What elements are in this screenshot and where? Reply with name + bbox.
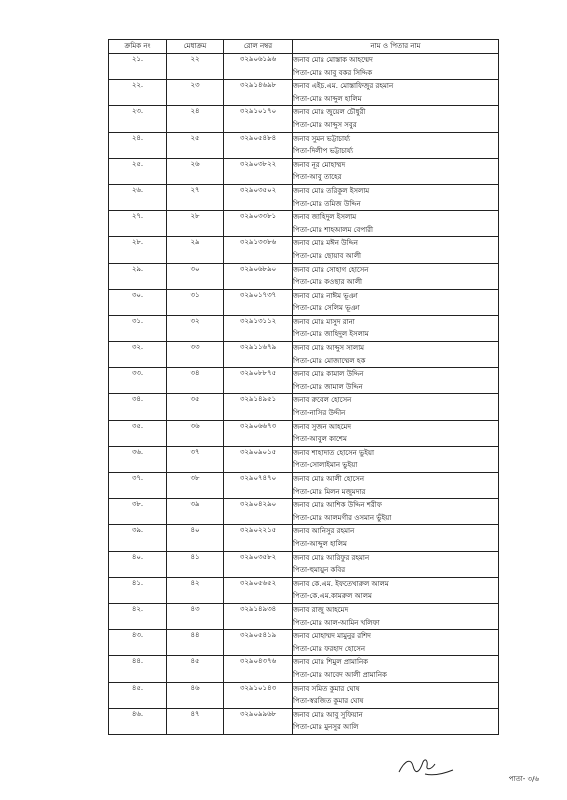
merit-cell: ৩৭ <box>167 446 224 472</box>
roll-cell: ৩২৯০৫৬৫২ <box>224 577 293 603</box>
table-row <box>109 656 499 682</box>
father-name: পিতা-আব্দুল হালিম <box>293 539 347 548</box>
table-row <box>109 603 499 629</box>
name-cell <box>293 630 499 656</box>
table-row <box>109 446 499 472</box>
roll-cell: ৩২৯১০১৭০ <box>224 106 293 132</box>
candidate-name: জনাব মোঃ তরিকুল ইসলাম <box>293 186 370 195</box>
table-row <box>109 132 499 158</box>
results-table <box>108 39 499 735</box>
name-cell <box>293 106 499 132</box>
serial-cell: ৩৬. <box>109 446 167 472</box>
name-cell <box>293 499 499 525</box>
roll-cell: ৩২৯০৩৫৮২ <box>224 551 293 577</box>
name-cell <box>293 551 499 577</box>
table-row <box>109 394 499 420</box>
serial-cell: ৪৪. <box>109 656 167 682</box>
header-merit: মেধাক্রম <box>167 40 224 54</box>
table-header-row <box>109 40 499 54</box>
merit-cell: ৩৬ <box>167 420 224 446</box>
candidate-name: জনাব সুজন আহমেদ <box>293 422 352 431</box>
table-row <box>109 499 499 525</box>
candidate-name: জনাব মোঃ জুয়েল চৌধুরী <box>293 108 366 117</box>
candidate-name: জনাব মোঃ মোস্তাক আহম্মেদ <box>293 56 373 64</box>
roll-cell: ৩২৯১৩১১২ <box>224 315 293 341</box>
candidate-name: জনাব সমিত কুমার ঘোষ <box>293 684 360 693</box>
merit-cell: ৩৮ <box>167 473 224 499</box>
candidate-name: জনাব মোঃ আবু সুফিয়ান <box>293 710 363 719</box>
candidate-name: জনাব আনিসুর রহমান <box>293 527 355 536</box>
name-cell <box>293 289 499 315</box>
serial-cell: ৩৫. <box>109 420 167 446</box>
roll-cell: ৩২৯০৪২৯০ <box>224 499 293 525</box>
roll-cell: ৩২৯১৩৩৮৬ <box>224 237 293 263</box>
name-cell <box>293 80 499 106</box>
table-row <box>109 630 499 656</box>
candidate-name: জনাব নূর মোহাম্মদ <box>293 160 346 169</box>
candidate-name: জনাব রাজু আহমেদ <box>293 605 349 614</box>
candidate-name: জনাব রুবেল হোসেন <box>293 396 352 405</box>
table-row <box>109 682 499 708</box>
father-name: পিতা-মোঃ তমিজ উদ্দিন <box>293 199 361 208</box>
merit-cell: ২৫ <box>167 132 224 158</box>
serial-cell: ৩১. <box>109 315 167 341</box>
candidate-name: জনাব মোঃ সোহাগ হোসেন <box>293 265 369 274</box>
father-name: পিতা-মোঃ আল-আমিন খলিফা <box>293 618 380 627</box>
father-name: পিতা-মোঃ ছোয়াব আলী <box>293 251 362 260</box>
roll-cell: ৩২৯০৮৮৭৫ <box>224 368 293 394</box>
table-row <box>109 551 499 577</box>
page-number: পাতা- ৩/৬ <box>508 775 539 783</box>
merit-cell: ২৪ <box>167 106 224 132</box>
roll-cell: ৩২৯১০১৪৩ <box>224 682 293 708</box>
merit-cell: ২২ <box>167 54 224 80</box>
table-row <box>109 80 499 106</box>
father-name: পিতা-মোঃ জামাল উদ্দিন <box>293 382 363 391</box>
merit-cell: ৪০ <box>167 525 224 551</box>
merit-cell: ৪১ <box>167 551 224 577</box>
father-name: পিতা-মোঃ মোজাম্মেল হক <box>293 356 366 365</box>
name-cell <box>293 603 499 629</box>
serial-cell: ২৫. <box>109 158 167 184</box>
name-cell <box>293 394 499 420</box>
roll-cell: ৩২৯০৭৪৭০ <box>224 473 293 499</box>
father-name: পিতা-মোঃ জাহিদুল ইসলাম <box>293 330 369 339</box>
candidate-name: জনাব মোঃ মাসুদ রানা <box>293 317 355 326</box>
name-cell <box>293 132 499 158</box>
father-name: পিতা-নাসির উদ্দীন <box>293 409 346 418</box>
table-row <box>109 54 499 80</box>
serial-cell: ৩৪. <box>109 394 167 420</box>
father-name: পিতা-মোঃ আবেদ আলী প্রামানিক <box>293 670 387 679</box>
table-body <box>109 54 499 735</box>
candidate-name: জনাব এইচ.এম. মোস্তাফিজুর রহমান <box>293 82 394 91</box>
header-serial: ক্রমিক নং <box>109 40 167 54</box>
name-cell <box>293 708 499 734</box>
father-name: পিতা-মোঃ আব্দুস সবুর <box>293 120 357 129</box>
candidate-name: জনাব মোঃ আব্দুস সালাম <box>293 344 365 353</box>
father-name: পিতা-সোলাইমান ভুইয়া <box>293 461 358 470</box>
name-cell <box>293 473 499 499</box>
table-row <box>109 184 499 210</box>
name-cell <box>293 682 499 708</box>
roll-cell: ৩২৯০৬১৯৬ <box>224 54 293 80</box>
name-cell <box>293 577 499 603</box>
serial-cell: ৪৬. <box>109 708 167 734</box>
candidate-name: জনাব মোঃ আরিফুর রহমান <box>293 553 370 562</box>
merit-cell: ৪৫ <box>167 656 224 682</box>
father-name: পিতা-আবু তাহের <box>293 173 342 182</box>
serial-cell: ৪০. <box>109 551 167 577</box>
merit-cell: ৪৩ <box>167 603 224 629</box>
father-name: পিতা-মোঃ শাহআলম বেপারী <box>293 225 373 234</box>
serial-cell: ২৮. <box>109 237 167 263</box>
roll-cell: ৩২৯০৩৫০২ <box>224 184 293 210</box>
father-name: পিতা-মোঃ আলমগীর ওসমান ভুঁইয়া <box>293 513 392 522</box>
roll-cell: ৩২৯০৯৯৬৮ <box>224 708 293 734</box>
roll-cell: ৩২৯০৩৩৮১ <box>224 211 293 237</box>
roll-cell: ৩২৯০৬৮৯০ <box>224 263 293 289</box>
roll-cell: ৩২৯১৪৯৫১ <box>224 394 293 420</box>
merit-cell: ৪৭ <box>167 708 224 734</box>
serial-cell: ৩৭. <box>109 473 167 499</box>
table-row <box>109 211 499 237</box>
signature <box>395 752 455 782</box>
candidate-name: জনাব সুমন ভট্টাচার্য্য <box>293 134 351 143</box>
table-row <box>109 368 499 394</box>
serial-cell: ৪৩. <box>109 630 167 656</box>
father-name: পিতা-আবুল কাশেম <box>293 435 347 444</box>
serial-cell: ২২. <box>109 80 167 106</box>
serial-cell: ৩৯. <box>109 525 167 551</box>
father-name: পিতা-মোঃ মিলন মজুমদার <box>293 487 366 496</box>
candidate-name: জনাব মোঃ কামাল উদ্দিন <box>293 370 364 379</box>
merit-cell: ৩৫ <box>167 394 224 420</box>
table-row <box>109 708 499 734</box>
table-row <box>109 577 499 603</box>
serial-cell: ৪৫. <box>109 682 167 708</box>
candidate-name: জনাব মোঃ আলী হোসেন <box>293 475 365 483</box>
name-cell <box>293 656 499 682</box>
name-cell <box>293 263 499 289</box>
name-cell <box>293 342 499 368</box>
merit-cell: ২৬ <box>167 158 224 184</box>
name-cell <box>293 158 499 184</box>
name-cell <box>293 237 499 263</box>
serial-cell: ২৩. <box>109 106 167 132</box>
merit-cell: ২৩ <box>167 80 224 106</box>
merit-cell: ২৭ <box>167 184 224 210</box>
roll-cell: ৩২৯১৪৬৯৮ <box>224 80 293 106</box>
father-name: পিতা-স্বরজিত কুমার ঘোষ <box>293 697 364 706</box>
father-name: পিতা-মোঃ সেলিম ভূঞা <box>293 304 360 313</box>
serial-cell: ২৯. <box>109 263 167 289</box>
table-row <box>109 315 499 341</box>
table-row <box>109 263 499 289</box>
candidate-name: জনাব কে.এম. ইফতেখারুল আলম <box>293 579 389 588</box>
name-cell <box>293 315 499 341</box>
candidate-name: জনাব মোহাম্মদ মামুনুর রশিদ <box>293 632 371 641</box>
father-name: পিতা-মোঃ আব্দুল হালিম <box>293 94 362 103</box>
candidate-name: জনাব মোঃ আশিক উদ্দিন শরীফ <box>293 501 382 510</box>
roll-cell: ৩২৯০১৭৩৭ <box>224 289 293 315</box>
merit-cell: ৩০ <box>167 263 224 289</box>
table-row <box>109 106 499 132</box>
name-cell <box>293 184 499 210</box>
merit-cell: ৪৪ <box>167 630 224 656</box>
merit-cell: ৪২ <box>167 577 224 603</box>
roll-cell: ৩২৯০৫৪১৯ <box>224 630 293 656</box>
serial-cell: ৩২. <box>109 342 167 368</box>
table-row <box>109 289 499 315</box>
roll-cell: ৩২৯০৯০১৫ <box>224 446 293 472</box>
merit-cell: ৩২ <box>167 315 224 341</box>
father-name: পিতা-দিলীপ ভট্টাচার্য্য <box>293 147 353 156</box>
merit-cell: ৩৩ <box>167 342 224 368</box>
merit-cell: ৩৪ <box>167 368 224 394</box>
name-cell <box>293 211 499 237</box>
merit-cell: ২৯ <box>167 237 224 263</box>
roll-cell: ৩২৯০২২১৫ <box>224 525 293 551</box>
father-name: পিতা-মোঃ আবু বকর সিদ্দিক <box>293 68 373 77</box>
roll-cell: ৩২৯০৬৬৭৩ <box>224 420 293 446</box>
candidate-name: জনাব মোঃ শিমুল প্রামানিক <box>293 658 369 667</box>
serial-cell: ২৭. <box>109 211 167 237</box>
table-row <box>109 473 499 499</box>
name-cell <box>293 525 499 551</box>
serial-cell: ৩০. <box>109 289 167 315</box>
serial-cell: ২৬. <box>109 184 167 210</box>
father-name: পিতা-মোঃ কওছার আলী <box>293 278 363 287</box>
serial-cell: ২১. <box>109 54 167 80</box>
serial-cell: ২৪. <box>109 132 167 158</box>
father-name: পিতা-মোঃ ফরহাদ হোসেন <box>293 644 366 653</box>
serial-cell: ৩৮. <box>109 499 167 525</box>
serial-cell: ৪১. <box>109 577 167 603</box>
merit-cell: ৩১ <box>167 289 224 315</box>
name-cell <box>293 54 499 80</box>
serial-cell: ৩৩. <box>109 368 167 394</box>
merit-cell: ৩৯ <box>167 499 224 525</box>
table-row <box>109 237 499 263</box>
roll-cell: ৩২৯০৩৮২২ <box>224 158 293 184</box>
roll-cell: ৩২৯০৪৩৭৬ <box>224 656 293 682</box>
name-cell <box>293 420 499 446</box>
candidate-name: জনাব শাহাদাত হোসেন ভুইয়া <box>293 448 375 457</box>
father-name: পিতা-কে.এম.কামরুল আলম <box>293 592 372 601</box>
candidate-name: জনাব মোঃ নাঈম ভূঞা <box>293 291 358 300</box>
table-row <box>109 420 499 446</box>
table-row <box>109 525 499 551</box>
name-cell <box>293 368 499 394</box>
merit-cell: ২৮ <box>167 211 224 237</box>
roll-cell: ৩২৯০৫৪৮৪ <box>224 132 293 158</box>
merit-cell: ৪৬ <box>167 682 224 708</box>
father-name: পিতা-হুমায়ুন কবির <box>293 566 346 575</box>
candidate-name: জনাব মোঃ মঈন উদ্দিন <box>293 239 358 248</box>
name-cell <box>293 446 499 472</box>
roll-cell: ৩২৯১১৬৭৯ <box>224 342 293 368</box>
header-name: নাম ও পিতার নাম <box>293 40 499 54</box>
table-row <box>109 158 499 184</box>
header-roll: রোল নম্বর <box>224 40 293 54</box>
serial-cell: ৪২. <box>109 603 167 629</box>
candidate-name: জনাব জাহিদুল ইসলাম <box>293 213 357 222</box>
father-name: পিতা-মোঃ মুনসুর আলি <box>293 723 359 732</box>
table-row <box>109 342 499 368</box>
roll-cell: ৩২৯১৪৯৩৪ <box>224 603 293 629</box>
